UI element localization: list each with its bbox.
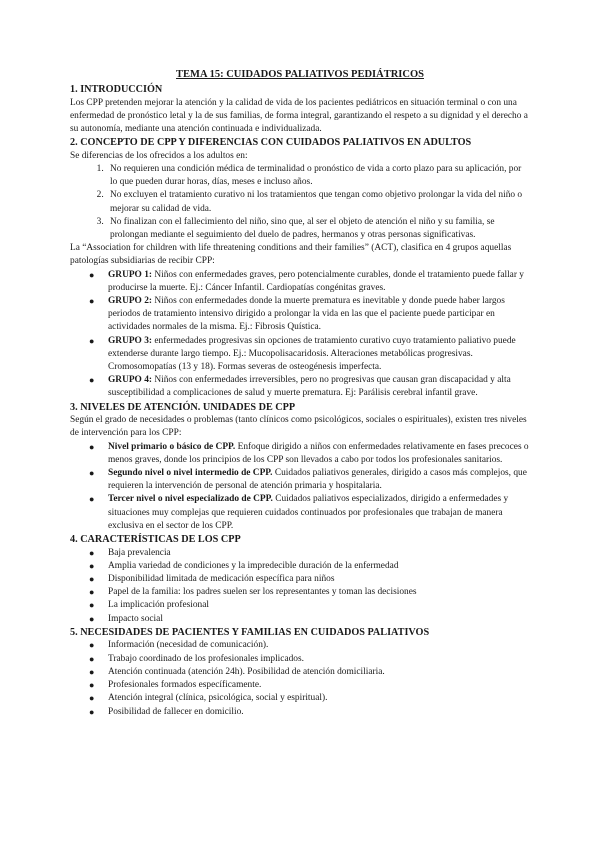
bullet-icon: ● — [89, 547, 95, 558]
list-item: ● Trabajo coordinado de los profesionales implicados. — [106, 653, 530, 666]
bullet-icon: ● — [89, 375, 95, 386]
list-item: ● Atención integral (clínica, psicológica, social y espiritual). — [106, 692, 530, 705]
bullet-icon: ● — [89, 706, 95, 717]
paragraph: Se diferencias de los ofrecidos a los adultos en: — [70, 150, 248, 161]
list-item: ● Impacto social — [106, 613, 530, 626]
bullet-icon: ● — [89, 680, 95, 691]
page-title: TEMA 15: CUIDADOS PALIATIVOS PEDIÁTRICOS — [176, 69, 424, 80]
bullet-icon: ● — [89, 574, 95, 585]
paragraph: Según el grado de necesidades o problemas (tanto clínicos como psicológicos, sociales o espirituales), existen tres niveles de intervención para los CPP: — [70, 415, 527, 439]
list-item: ● Tercer nivel o nivel especializado de CPP. Cuidados paliativos especializados, dirigido a enfermedades y situaciones muy complejas que requieren cuidados continuados por profesionales que trabajan de manera exclusiva en el sector de los CPP. — [89, 494, 509, 531]
bullet-list — [70, 269, 530, 401]
paragraph: La “Association for children with life threatening conditions and their families” (ACT), clasifica en 4 grupos aquellas patologías subsidiarias de recibir CPP: — [70, 243, 512, 267]
section-heading: 5. NECESIDADES DE PACIENTES Y FAMILIAS EN CUIDADOS PALIATIVOS — [70, 626, 430, 638]
section-niveles — [70, 401, 530, 533]
section-heading: 1. INTRODUCCIÓN — [70, 84, 163, 95]
bullet-icon: ● — [89, 640, 95, 651]
bullet-icon: ● — [89, 269, 95, 280]
list-item: ● Posibilidad de fallecer en domicilio. — [106, 706, 530, 719]
list-item: ● GRUPO 3: enfermedades progresivas sin opciones de tratamiento curativo cuyo tratamiento paliativo puede extenderse durante largo tiempo. Ej.: Mucopolisacaridosis. Alteraciones metabólicas progresivas. Cromosomopatías (13 y 18). Formas severas de osteogénesis imperfecta. — [89, 335, 516, 373]
bullet-icon: ● — [89, 560, 95, 571]
list-item: ● Papel de la familia: los padres suelen ser los representantes y toman las decisiones — [106, 586, 530, 599]
list-item: ● Baja prevalencia — [106, 547, 530, 560]
bullet-list — [70, 639, 530, 718]
list-item: ● Segundo nivel o nivel intermedio de CPP. Cuidados paliativos generales, dirigido a casos más complejos, que requieren la intervención de personal de atención primaria y hospitalaria. — [89, 468, 527, 492]
list-item: ● Disponibilidad limitada de medicación específica para niños — [106, 573, 530, 586]
bullet-icon: ● — [89, 587, 95, 598]
bullet-icon: ● — [89, 666, 95, 677]
list-item: ● Información (necesidad de comunicación). — [106, 639, 530, 652]
list-item: ● Nivel primario o básico de CPP. Enfoque dirigido a niños con enfermedades relativamente en fases precoces o menos graves, donde los principios de los CPP son llevados a cabo por todos los profesionales sanitarios. — [89, 441, 529, 465]
bullet-icon: ● — [89, 613, 95, 624]
bullet-icon: ● — [89, 494, 95, 505]
list-item: 3. No finalizan con el fallecimiento del niño, sino que, al ser el objeto de atención el niño y su familia, se prolongan mediante el seguimiento del duelo de padres, hermanos y otras personas significativas. — [106, 216, 530, 242]
list-item: ● Amplia variedad de condiciones y la impredecible duración de la enfermedad — [106, 560, 530, 573]
list-item: 1. No requieren una condición médica de terminalidad o pronóstico de vida a corto plazo para su aplicación, por lo que pueden durar horas, días, meses e incluso años. — [106, 163, 530, 189]
list-item: ● GRUPO 1: Niños con enfermedades graves, pero potencialmente curables, donde el tratamiento puede fallar y producirse la muerte. Ej.: Cáncer Infantil. Cardiopatías congénitas graves. — [89, 269, 524, 293]
list-item: ● La implicación profesional — [106, 599, 530, 612]
list-item: ● Profesionales formados específicamente. — [106, 679, 530, 692]
section-heading: 2. CONCEPTO DE CPP Y DIFERENCIAS CON CUIDADOS PALIATIVOS EN ADULTOS — [70, 137, 472, 149]
numbered-list — [70, 163, 530, 242]
section-heading: 4. CARACTERÍSTICAS DE LOS CPP — [70, 534, 241, 546]
paragraph: Los CPP pretenden mejorar la atención y la calidad de vida de los pacientes pediátricos en situación terminal o con una enfermedad de pronóstico letal y la de sus familias, de forma integral, garantizando el respeto a su dignidad y el derecho a su autonomía, mediante una atención continuada e individualizada. — [70, 97, 528, 134]
bullet-list — [70, 547, 530, 626]
list-item: 2. No excluyen el tratamiento curativo ni los tratamientos que tengan como objetivo prolongar la vida del niño o mejorar su calidad de vida. — [106, 189, 530, 215]
list-item: ● Atención continuada (atención 24h). Posibilidad de atención domiciliaria. — [106, 666, 530, 679]
section-concepto — [70, 136, 530, 400]
list-item: ● GRUPO 2: Niños con enfermedades donde la muerte prematura es inevitable y donde puede haber largos periodos de tratamiento intensivo dirigido a prolongar la vida en las que el paciente puede participar en actividades normales de la misma. Ej.: Fibrosis Quística. — [89, 296, 505, 333]
bullet-icon: ● — [89, 441, 95, 452]
section-necesidades — [70, 626, 530, 719]
section-introduccion — [70, 83, 530, 136]
bullet-icon: ● — [89, 335, 95, 346]
bullet-icon: ● — [89, 468, 95, 479]
bullet-list — [70, 441, 530, 533]
section-heading: 3. NIVELES DE ATENCIÓN. UNIDADES DE CPP — [70, 401, 296, 413]
bullet-icon: ● — [89, 653, 95, 664]
bullet-icon: ● — [89, 600, 95, 611]
list-item: ● GRUPO 4: Niños con enfermedades irreversibles, pero no progresivas que causan gran discapacidad y alta susceptibilidad a complicaciones de salud y muerte prematura. Ej: Parálisis cerebral infantil grave. — [89, 375, 511, 399]
bullet-icon: ● — [89, 693, 95, 704]
bullet-icon: ● — [89, 296, 95, 307]
section-caracteristicas — [70, 533, 530, 626]
